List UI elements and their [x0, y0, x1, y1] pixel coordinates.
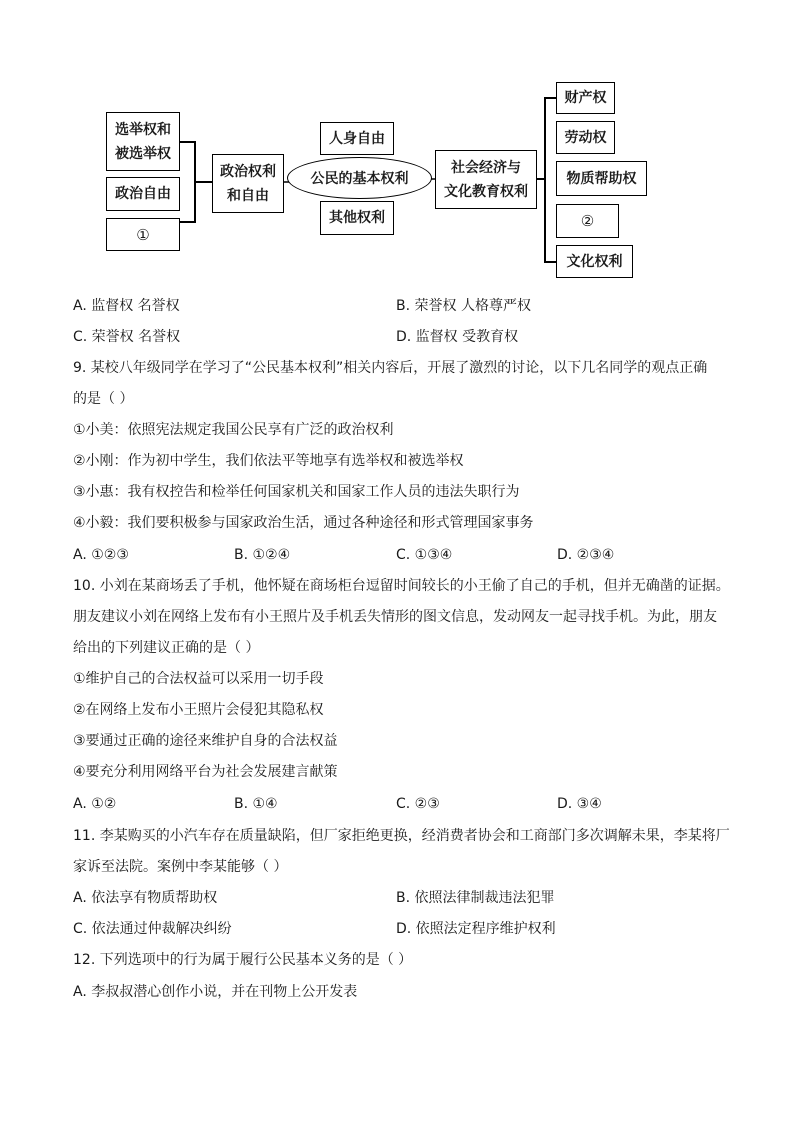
- q10-option-d: D. ③④: [557, 796, 602, 812]
- q9-statement-3: ③小惠：我有权控告和检举任何国家机关和国家工作人员的违法失职行为: [73, 484, 520, 500]
- q10-statement-3: ③要通过正确的途径来维护自身的合法权益: [73, 733, 338, 749]
- q9-option-a: A. ①②③: [73, 547, 129, 563]
- q12-option-a: A. 李叔叔潜心创作小说，并在刊物上公开发表: [73, 984, 358, 1000]
- q9-option-b: B. ①②④: [234, 547, 291, 563]
- q9-statement-2: ②小刚：作为初中学生，我们依法平等地享有选举权和被选举权: [73, 453, 464, 469]
- q10-statement-4: ④要充分利用网络平台为社会发展建言献策: [73, 764, 338, 780]
- q10-option-c: C. ②③: [396, 796, 440, 812]
- q12-stem: 12. 下列选项中的行为属于履行公民基本义务的是（ ）: [73, 952, 413, 968]
- q11-option-d: D. 依照法定程序维护权利: [396, 921, 556, 937]
- q9-statement-1: ①小美：依照宪法规定我国公民享有广泛的政治权利: [73, 422, 394, 438]
- socio-economic-box: 社会经济与 文化教育权利: [435, 150, 537, 209]
- q11-option-c: C. 依法通过仲裁解决纠纷: [73, 921, 232, 937]
- basic-rights-ellipse: 公民的基本权利: [287, 157, 432, 199]
- q11-option-b: B. 依照法律制裁违法犯罪: [396, 890, 555, 906]
- q9-option-c: C. ①③④: [396, 547, 453, 563]
- q8-option-c: C. 荣誉权 名誉权: [73, 329, 181, 345]
- right-box-blank-2: ②: [556, 204, 619, 238]
- q9-statement-4: ④小毅：我们要积极参与国家政治生活，通过各种途径和形式管理国家事务: [73, 515, 534, 531]
- q11-stem-line-2: 家诉至法院。案例中李某能够（ ）: [73, 859, 288, 875]
- q10-option-b: B. ①④: [234, 796, 278, 812]
- q10-option-a: A. ①②: [73, 796, 117, 812]
- q9-stem-line-1: 9. 某校八年级同学在学习了“公民基本权利”相关内容后，开展了激烈的讨论，以下几名同学的观点正确: [73, 360, 708, 376]
- q11-stem-line-1: 11. 李某购买的小汽车存在质量缺陷，但厂家拒绝更换，经消费者协会和工商部门多次调解未果，李某将厂: [73, 828, 730, 844]
- q10-statement-2: ②在网络上发布小王照片会侵犯其隐私权: [73, 702, 324, 718]
- right-box-property: 财产权: [556, 82, 615, 114]
- political-rights-box: 政治权利 和自由: [212, 154, 284, 213]
- right-box-labor: 劳动权: [556, 121, 615, 154]
- q8-option-a: A. 监督权 名誉权: [73, 298, 180, 314]
- q8-option-d: D. 监督权 受教育权: [396, 329, 519, 345]
- personal-freedom-box: 人身自由: [320, 122, 394, 155]
- right-box-material-aid: 物质帮助权: [556, 161, 647, 196]
- q10-stem-line-3: 给出的下列建议正确的是（ ）: [73, 640, 260, 656]
- left-box-political-freedom: 政治自由: [106, 177, 180, 211]
- q10-stem-line-1: 10. 小刘在某商场丢了手机，他怀疑在商场柜台逗留时间较长的小王偷了自己的手机，但并无确凿的证据。: [73, 578, 730, 594]
- other-rights-box: 其他权利: [320, 201, 394, 235]
- q11-option-a: A. 依法享有物质帮助权: [73, 890, 218, 906]
- left-box-blank-1: ①: [106, 218, 180, 251]
- q8-option-b: B. 荣誉权 人格尊严权: [396, 298, 531, 314]
- q10-statement-1: ①维护自己的合法权益可以采用一切手段: [73, 671, 324, 687]
- q9-option-d: D. ②③④: [557, 547, 615, 563]
- right-box-culture: 文化权利: [556, 245, 633, 278]
- left-box-election: 选举权和 被选举权: [106, 112, 180, 171]
- q9-stem-line-2: 的是（ ）: [73, 391, 134, 407]
- q10-stem-line-2: 朋友建议小刘在网络上发布有小王照片及手机丢失情形的图文信息，发动网友一起寻找手机。为此，朋友: [73, 609, 717, 625]
- rights-diagram: [0, 0, 794, 290]
